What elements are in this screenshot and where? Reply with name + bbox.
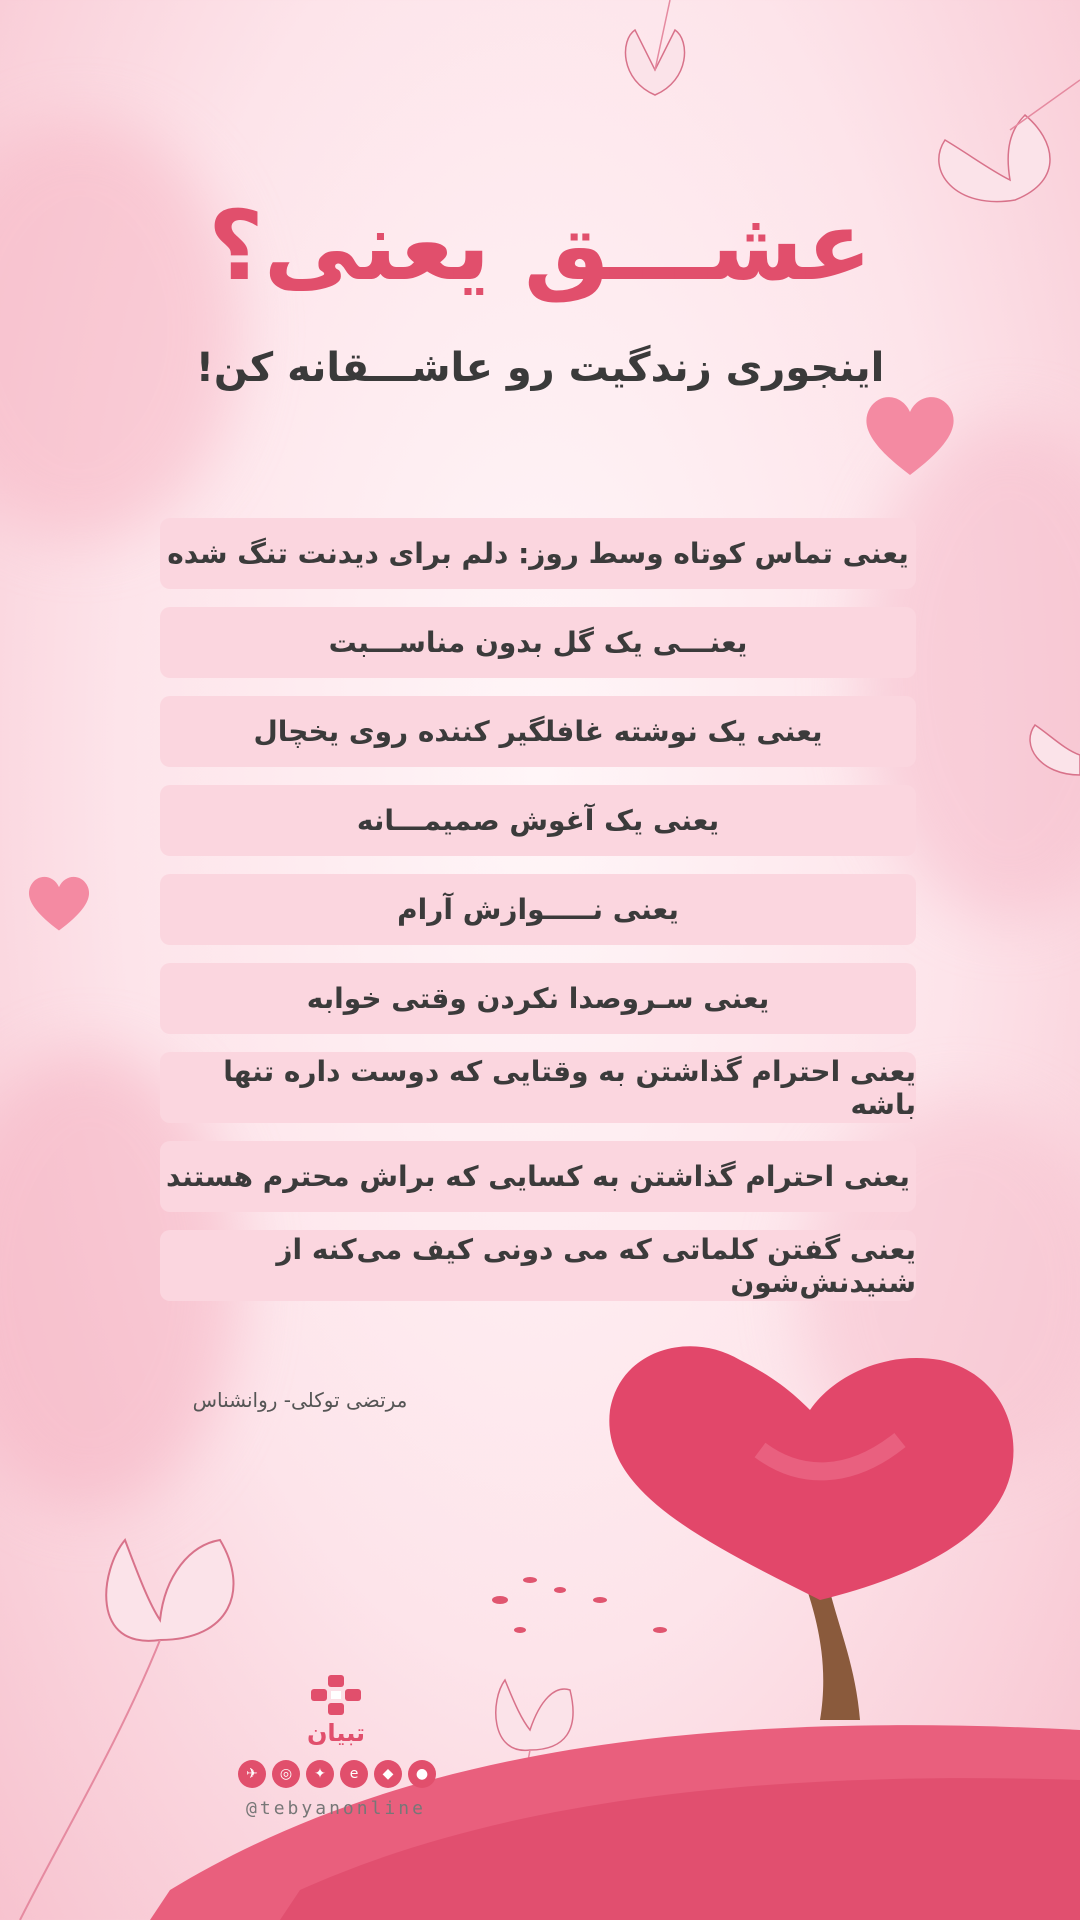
- page-title: عشـــق یعنی؟: [208, 190, 872, 302]
- list-item: یعنی تماس کوتاه وسط روز: دلم برای دیدنت تنگ شده: [160, 518, 916, 589]
- list-item: یعنی نـــــوازش آرام: [160, 874, 916, 945]
- tebyan-logo-icon: [311, 1675, 361, 1719]
- flower-icon: [610, 0, 700, 100]
- rubika-icon[interactable]: ◆: [374, 1760, 402, 1788]
- list-item: یعنی احترام گذاشتن به کسایی که براش محترم هستند: [160, 1141, 916, 1212]
- twitter-icon[interactable]: ✦: [306, 1760, 334, 1788]
- flower-icon: [1020, 705, 1080, 785]
- heart-tree-illustration: [0, 1330, 1080, 1920]
- love-meaning-list: [160, 518, 916, 1319]
- list-item: یعنی سـروصدا نکردن وقتی خوابه: [160, 963, 916, 1034]
- brand-logo: [236, 1675, 436, 1747]
- heart-icon: [24, 872, 94, 934]
- bg-wash: [0, 120, 240, 540]
- instagram-icon[interactable]: ◎: [272, 1760, 300, 1788]
- author-credit: مرتضی توکلی- روانشناس: [192, 1388, 408, 1412]
- bale-icon[interactable]: ●: [408, 1760, 436, 1788]
- brand-name: تبیان: [306, 1719, 366, 1747]
- list-item: یعنـــی یک گل بدون مناســـبت: [160, 607, 916, 678]
- page-subtitle: اینجوری زندگیت رو عاشـــقانه کن!: [195, 345, 885, 391]
- social-handle: @tebyanonline: [246, 1798, 426, 1819]
- eitaa-icon[interactable]: e: [340, 1760, 368, 1788]
- list-item: یعنی احترام گذاشتن به وقتایی که دوست داره تنها باشه: [160, 1052, 916, 1123]
- social-icons: [238, 1760, 436, 1788]
- heart-icon: [860, 390, 960, 480]
- telegram-icon[interactable]: ✈: [238, 1760, 266, 1788]
- list-item: یعنی گفتن کلماتی که می دونی کیف می‌کنه از شنیدنش‌شون: [160, 1230, 916, 1301]
- list-item: یعنی یک آغوش صمیمـــانه: [160, 785, 916, 856]
- list-item: یعنی یک نوشته غافلگیر کننده روی یخچال: [160, 696, 916, 767]
